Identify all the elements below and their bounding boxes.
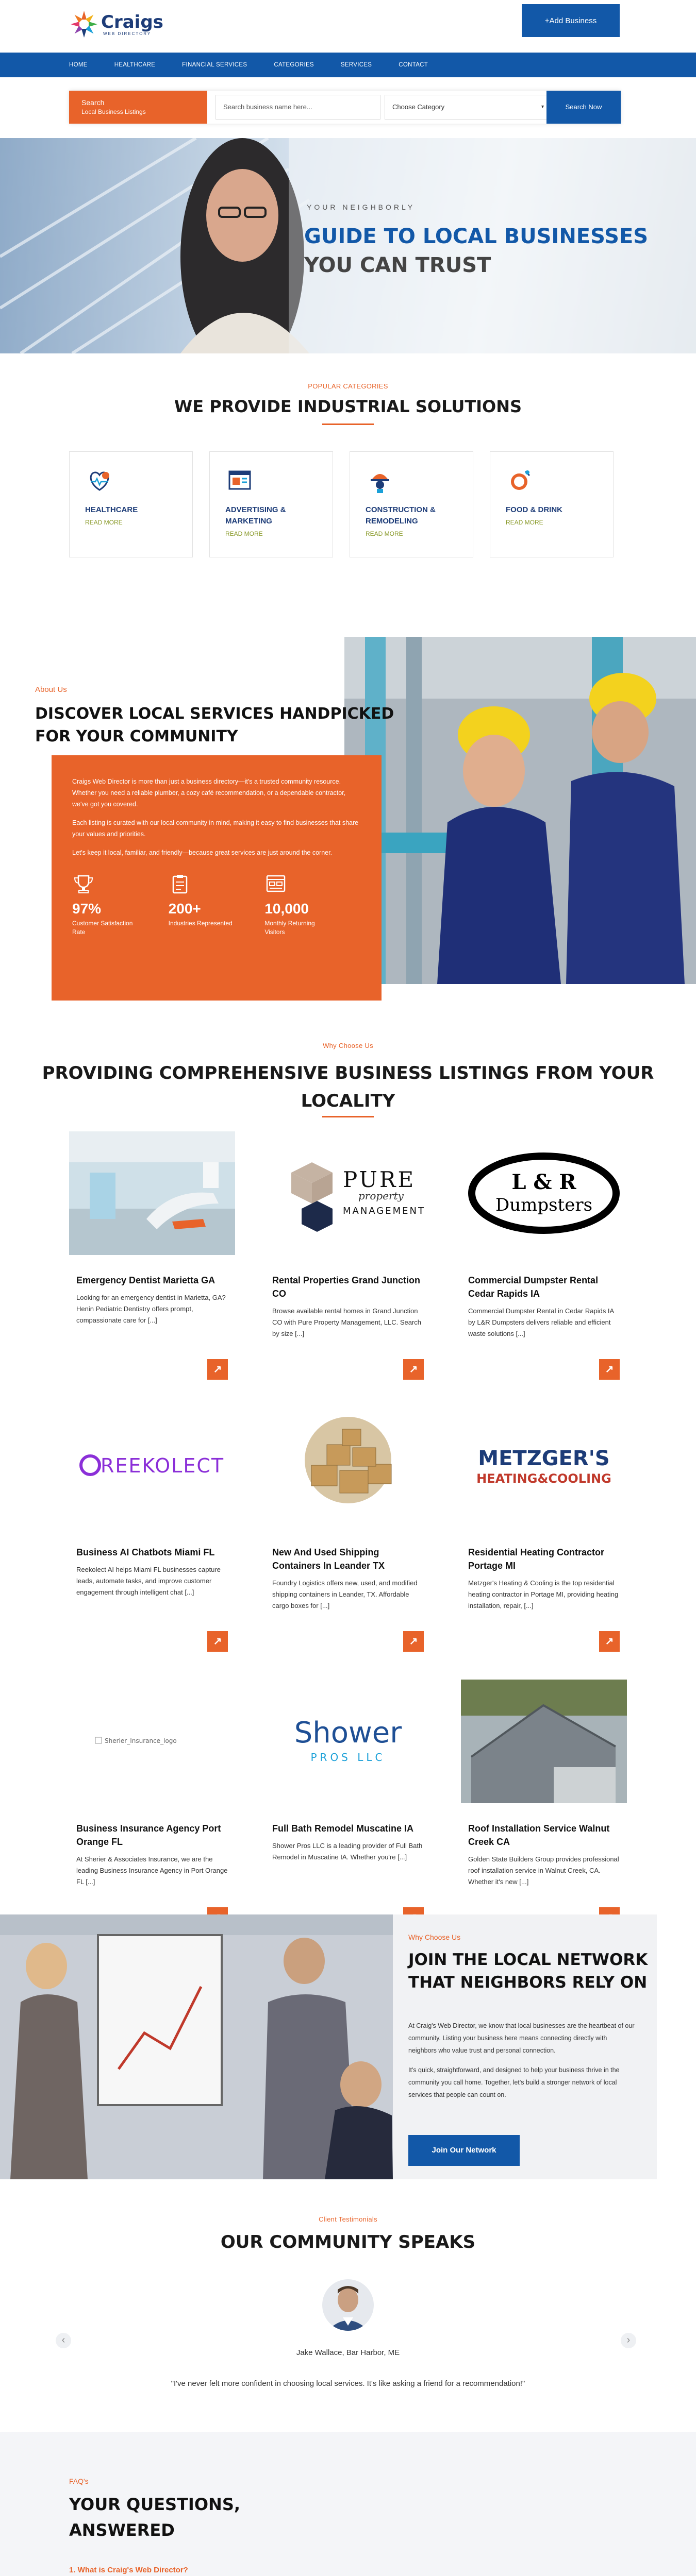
clipboard-icon xyxy=(169,873,191,895)
dashboard-icon xyxy=(264,873,287,895)
network-photo xyxy=(0,1914,393,2179)
read-more-link[interactable]: READ MORE xyxy=(366,530,403,537)
network-label: Why Choose Us xyxy=(408,1933,461,1941)
svg-text:HEATING&COOLING: HEATING&COOLING xyxy=(476,1471,611,1486)
about-card xyxy=(52,755,382,1001)
healthcare-icon xyxy=(85,466,114,495)
search-label-sub: Local Business Listings xyxy=(81,108,146,115)
about-paragraph-1: Craigs Web Director is more than just a business directory—it's a trusted community resource. Whether you need a reliable plumber, a cozy café recommendation, or a dependable contractor, we've got you covered. xyxy=(72,778,346,808)
listing-description: Commercial Dumpster Rental in Cedar Rapids IA by L&R Dumpsters delivers reliable and efficient waste solutions [...] xyxy=(468,1307,614,1337)
faq-title xyxy=(69,2492,240,2543)
listing-title[interactable]: Emergency Dentist Marietta GA xyxy=(76,1275,216,1285)
listing-description: Looking for an emergency dentist in Marietta, GA? Henin Pediatric Dentistry offers prompt, compassionate care for [...] xyxy=(76,1294,226,1324)
hero-eyebrow: YOUR NEIGHBORLY xyxy=(307,203,416,211)
listing-card[interactable] xyxy=(69,1131,235,1374)
listing-image xyxy=(265,1131,431,1255)
svg-text:PROS LLC: PROS LLC xyxy=(310,1751,386,1764)
listing-title[interactable]: Roof Installation Service Walnut Creek CA xyxy=(468,1823,610,1847)
listing-image xyxy=(265,1403,431,1527)
network-paragraph-1: At Craig's Web Director, we know that local businesses are the heartbeat of our community. Listing your business here means connecting directly with neighbors who value trust and personal connection. xyxy=(408,2022,635,2054)
category-card[interactable] xyxy=(490,451,614,557)
main-nav xyxy=(0,53,696,77)
search-now-button[interactable]: Search Now xyxy=(546,91,621,124)
svg-text:Shower: Shower xyxy=(294,1716,402,1750)
business-meeting-image xyxy=(0,1914,393,2179)
category-card[interactable] xyxy=(69,451,193,557)
category-card[interactable] xyxy=(350,451,473,557)
join-network-button[interactable]: Join Our Network xyxy=(408,2135,520,2166)
logo-text: Craigs xyxy=(101,11,163,32)
read-more-link[interactable]: READ MORE xyxy=(225,530,263,537)
testimonial-quote: "I've never felt more confident in choosing local services. It's like asking a friend for a recommendation!" xyxy=(171,2379,525,2388)
nav-item-0[interactable]: HOME xyxy=(69,62,88,68)
category-title: FOOD & DRINK xyxy=(506,505,562,514)
about-paragraph-3: Let's keep it local, familiar, and friendly—because great services are just around the corner. xyxy=(72,849,333,856)
stat-item xyxy=(72,873,169,937)
listing-title[interactable]: Commercial Dumpster Rental Cedar Rapids IA xyxy=(468,1275,599,1299)
listing-card[interactable] xyxy=(461,1131,627,1374)
listing-description: Golden State Builders Group provides professional roof installation service in Walnut Creek, CA. Whether it's new [...] xyxy=(468,1855,619,1886)
about-photo xyxy=(344,637,696,984)
svg-text:Sherier_Insurance_logo: Sherier_Insurance_logo xyxy=(105,1737,177,1744)
listing-description: Reekolect AI helps Miami FL businesses capture leads, automate tasks, and improve customer engagement through intelligent chat [...] xyxy=(76,1566,221,1596)
faq-item-open[interactable] xyxy=(69,2566,280,2576)
listing-image xyxy=(461,1403,627,1527)
faq-question-1[interactable]: 1. What is Craig's Web Director? xyxy=(69,2566,188,2574)
listing-image xyxy=(461,1131,627,1255)
listing-card[interactable] xyxy=(461,1680,627,1922)
listings-title xyxy=(0,1059,696,1115)
search-label-title: Search xyxy=(81,98,105,107)
testimonial-prev-button[interactable]: ‹ xyxy=(56,2333,71,2348)
stat-value: 10,000 xyxy=(264,901,309,917)
nav-item-5[interactable]: CONTACT xyxy=(399,62,428,68)
svg-text:PURE: PURE xyxy=(343,1167,416,1192)
listing-open-button[interactable]: ↗ xyxy=(403,1359,424,1380)
category-title: ADVERTISING & MARKETING xyxy=(225,505,286,526)
listings-label: Why Choose Us xyxy=(323,1042,373,1049)
listing-title[interactable]: New And Used Shipping Containers In Leander TX xyxy=(272,1547,385,1571)
listings-title-line2: LOCALITY xyxy=(301,1091,395,1111)
testimonial-next-button[interactable]: › xyxy=(621,2333,636,2348)
about-title xyxy=(35,703,394,748)
categories-label: POPULAR CATEGORIES xyxy=(308,382,388,390)
listing-card[interactable] xyxy=(461,1403,627,1646)
listing-description: Foundry Logistics offers new, used, and modified shipping containers in Leander, TX. Affordable cargo boxes for [...] xyxy=(272,1579,418,1609)
construction-icon xyxy=(366,466,394,495)
logo-mark-icon xyxy=(69,9,99,39)
site-header xyxy=(0,0,696,53)
trophy-icon xyxy=(72,873,95,895)
faq-label: FAQ's xyxy=(69,2477,89,2485)
nav-item-4[interactable]: SERVICES xyxy=(340,62,372,68)
category-select-value: Choose Category xyxy=(392,103,445,111)
about-paragraph-2: Each listing is curated with our local community in mind, making it easy to find businesses that share your values and priorities. xyxy=(72,819,359,838)
listing-image xyxy=(69,1403,235,1527)
listing-card[interactable] xyxy=(69,1680,235,1922)
about-title-line1: DISCOVER LOCAL SERVICES HANDPICKED xyxy=(35,705,394,723)
search-label-box xyxy=(69,91,207,124)
advertising-icon xyxy=(225,466,254,495)
read-more-link[interactable]: READ MORE xyxy=(506,519,543,526)
listing-card[interactable] xyxy=(69,1403,235,1646)
testimonials-title: OUR COMMUNITY SPEAKS xyxy=(220,2232,476,2252)
read-more-link[interactable]: READ MORE xyxy=(85,519,123,526)
network-title xyxy=(408,1948,648,1994)
title-underline xyxy=(322,423,374,425)
stat-label: Monthly Returning Visitors xyxy=(264,920,315,936)
listing-description: Browse available rental homes in Grand Junction CO with Pure Property Management, LLC. Search by size [...] xyxy=(272,1307,422,1337)
listing-image xyxy=(265,1680,431,1803)
listings-title-line1: PROVIDING COMPREHENSIVE BUSINESS LISTINGS FROM YOUR xyxy=(42,1063,654,1083)
hero xyxy=(0,138,696,353)
stat-label: Customer Satisfaction Rate xyxy=(72,920,133,936)
network-paragraph-2: It's quick, straightforward, and designed to help your business thrive in the community you call home. Together, let's build a stronger network of local services that people can count on. xyxy=(408,2066,620,2098)
logo-tagline: WEB DIRECTORY xyxy=(103,31,152,36)
hero-title-line2: YOU CAN TRUST xyxy=(304,253,491,277)
avatar xyxy=(322,2279,374,2331)
svg-text:property: property xyxy=(358,1190,404,1202)
faq-title-line1: YOUR QUESTIONS, xyxy=(69,2495,241,2514)
category-card[interactable] xyxy=(209,451,333,557)
svg-text:L & R: L & R xyxy=(511,1170,576,1194)
listing-open-button[interactable]: ↗ xyxy=(207,1631,228,1652)
hero-title-line1: GUIDE TO LOCAL BUSINESSES xyxy=(304,225,649,248)
add-business-button[interactable]: +Add Business xyxy=(522,4,620,37)
listing-card[interactable] xyxy=(265,1680,431,1922)
listing-title[interactable]: Full Bath Remodel Muscatine IA xyxy=(272,1823,414,1834)
nav-item-2[interactable]: FINANCIAL SERVICES xyxy=(182,62,247,68)
stat-label: Industries Represented xyxy=(168,920,233,927)
categories-title: WE PROVIDE INDUSTRIAL SOLUTIONS xyxy=(174,397,522,416)
svg-text:REEKOLECT: REEKOLECT xyxy=(101,1454,225,1477)
stat-value: 200+ xyxy=(168,901,201,917)
listing-description: Metzger's Heating & Cooling is the top residential heating contractor in Portage MI, providing heating installation, repair, [...] xyxy=(468,1579,619,1609)
stat-value: 97% xyxy=(72,901,102,917)
network-title-line1: JOIN THE LOCAL NETWORK xyxy=(408,1951,648,1969)
listing-description: At Sherier & Associates Insurance, we are the leading Business Insurance Agency in Port Orange FL [...] xyxy=(76,1855,228,1886)
listing-open-button[interactable]: ↗ xyxy=(599,1359,620,1380)
listing-image xyxy=(461,1680,627,1803)
listing-image xyxy=(69,1680,235,1803)
listing-card[interactable] xyxy=(265,1131,431,1374)
search-bar xyxy=(69,91,621,124)
stat-item xyxy=(169,873,265,937)
listing-title[interactable]: Business Insurance Agency Port Orange FL xyxy=(76,1823,221,1847)
testimonials-label: Client Testimonials xyxy=(319,2215,377,2223)
food-icon xyxy=(506,466,535,495)
category-title: CONSTRUCTION & REMODELING xyxy=(366,505,436,526)
listing-image xyxy=(69,1131,235,1255)
about-label: About Us xyxy=(35,685,67,694)
listing-title[interactable]: Business AI Chatbots Miami FL xyxy=(76,1547,215,1557)
about-title-line2: FOR YOUR COMMUNITY xyxy=(35,727,238,745)
category-select[interactable] xyxy=(385,95,550,120)
testimonial-author: Jake Wallace, Bar Harbor, ME xyxy=(296,2348,400,2357)
search-input[interactable]: Search business name here... xyxy=(216,95,380,120)
listing-description: Shower Pros LLC is a leading provider of Full Bath Remodel in Muscatine IA. Whether you're [...] xyxy=(272,1842,423,1861)
category-title: HEALTHCARE xyxy=(85,505,138,514)
svg-text:Dumpsters: Dumpsters xyxy=(495,1195,593,1215)
nav-item-3[interactable]: CATEGORIES xyxy=(274,62,314,68)
svg-text:METZGER'S: METZGER'S xyxy=(478,1447,610,1470)
listing-open-button[interactable]: ↗ xyxy=(599,1631,620,1652)
nav-item-1[interactable]: HEALTHCARE xyxy=(114,62,156,68)
listing-title[interactable]: Rental Properties Grand Junction CO xyxy=(272,1275,421,1299)
network-title-line2: THAT NEIGHBORS RELY ON xyxy=(408,1973,648,1992)
workers-image xyxy=(344,637,696,984)
listing-open-button[interactable]: ↗ xyxy=(403,1631,424,1652)
logo[interactable] xyxy=(69,6,172,42)
listing-card[interactable] xyxy=(265,1403,431,1646)
svg-text:MANAGEMENT: MANAGEMENT xyxy=(343,1206,425,1216)
chevron-down-icon: ▾ xyxy=(541,104,544,110)
listing-open-button[interactable]: ↗ xyxy=(207,1359,228,1380)
listing-title[interactable]: Residential Heating Contractor Portage MI xyxy=(468,1547,605,1571)
faq-title-line2: ANSWERED xyxy=(69,2520,175,2540)
title-underline xyxy=(322,1116,374,1117)
network-text xyxy=(408,2020,635,2101)
stat-item xyxy=(264,873,361,937)
